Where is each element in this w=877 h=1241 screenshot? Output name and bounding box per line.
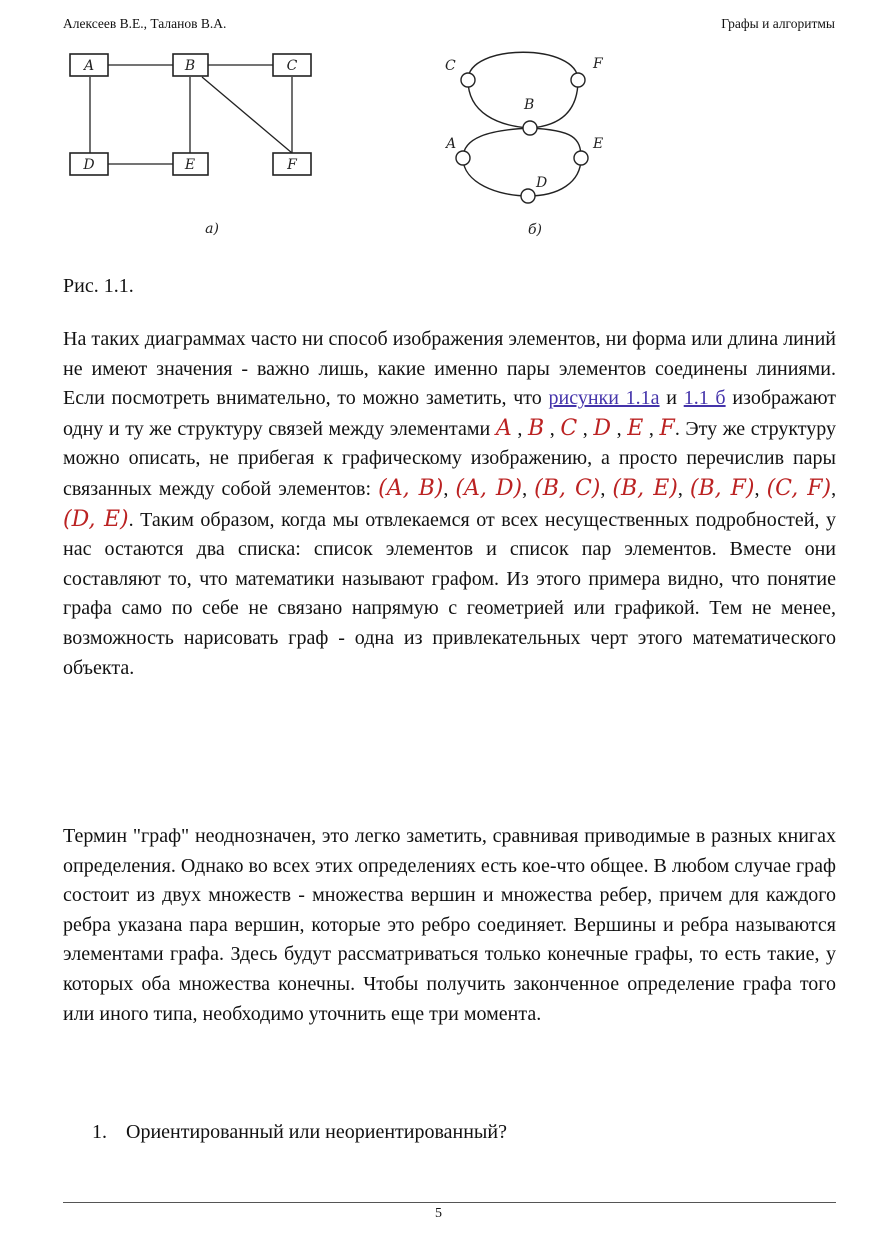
node-c bbox=[461, 73, 475, 87]
label-e: E bbox=[184, 157, 196, 173]
footer-divider bbox=[63, 1202, 836, 1203]
element-a: A bbox=[495, 415, 512, 441]
page-number: 5 bbox=[435, 1206, 442, 1221]
paragraph-2: Термин "граф" неоднозначен, это легко заметить, сравнивая приводимые в разных книгах определения. Однако во всех этих определениях есть кое-что общее. В любом случае граф состоит из двух множеств - множества вершин и множества ребер, причем для каждого ребра указана пара вершин, которые это ребро соединяет. Вершины и ребра называются элементами графа. Здесь будут рассматриваться только конечные графы, то есть такие, у которых оба множества конечны. Чтобы получить законченное определение графа того или иного типа, необходимо уточнить еще три момента. bbox=[63, 825, 836, 1025]
figure-a-label: а) bbox=[205, 221, 219, 237]
list-item-number: 1. bbox=[92, 1121, 107, 1143]
label-d: D bbox=[536, 175, 548, 191]
node-e bbox=[574, 151, 588, 165]
element-d: D bbox=[593, 415, 612, 441]
label-b: B bbox=[524, 97, 535, 113]
pair-cf: (C, F) bbox=[766, 475, 832, 501]
header-authors: Алексеев В.Е., Таланов В.А. bbox=[63, 16, 227, 31]
header-book-title: Графы и алгоритмы bbox=[721, 16, 835, 31]
pair-de: (D, E) bbox=[63, 506, 129, 532]
label-c: C bbox=[286, 58, 298, 74]
pair-bc: (B, C) bbox=[534, 475, 601, 501]
link-figure-1-1a[interactable]: рисунки 1.1а bbox=[548, 387, 660, 410]
label-a: A bbox=[446, 136, 457, 152]
pair-be: (B, E) bbox=[612, 475, 678, 501]
pair-bf: (B, F) bbox=[689, 475, 755, 501]
label-a: A bbox=[83, 58, 95, 74]
label-c: C bbox=[445, 58, 456, 74]
node-f bbox=[571, 73, 585, 87]
list-item bbox=[92, 1121, 507, 1144]
element-c: C bbox=[560, 415, 578, 441]
label-f: F bbox=[287, 157, 297, 173]
figure-a bbox=[60, 48, 330, 243]
element-b: B bbox=[527, 415, 545, 441]
paragraph-1: На таких диаграммах часто ни способ изображения элементов, ни форма или длина линий не имеют значения - важно лишь, какие именно пары элементов соединены линиями. Если посмотреть внимательно, то можно заметить, что рисунки 1.1а и 1.1 б изображают одну и ту же структуру связей между элементами A , B , C , D , E , F. Эту же структуру можно описать, не прибегая к графическому изображению, а просто перечислив пары связанных между собой элементов: (A, B), (A, D), (B, C), (B, E), (B, F), (C, F), (D, E). Таким образом, когда мы отвлекаемся от всех несущественных подробностей, у нас остаются два списка: список элементов и список пар элементов. Вместе они составляют то, что математики называют графом. Из этого примера видно, что понятие графа само по себе не связано напрямую с геометрией или графикой. Тем не менее, возможность нарисовать граф - одна из привлекательных черт этого математического объекта. bbox=[63, 328, 837, 679]
list-item-text: Ориентированный или неориентированный? bbox=[126, 1121, 507, 1143]
label-d: D bbox=[83, 157, 95, 173]
link-figure-1-1b[interactable]: 1.1 б bbox=[683, 387, 726, 410]
figure-caption: Рис. 1.1. bbox=[63, 275, 134, 297]
element-f: F bbox=[659, 415, 675, 441]
figure-b-label: б) bbox=[528, 222, 543, 238]
element-e: E bbox=[627, 415, 644, 441]
label-e: E bbox=[593, 136, 604, 152]
label-f: F bbox=[593, 56, 603, 72]
pair-ab: (A, B) bbox=[378, 475, 444, 501]
node-d bbox=[521, 189, 535, 203]
figure-b bbox=[438, 38, 618, 243]
pair-ad: (A, D) bbox=[455, 475, 523, 501]
node-a bbox=[456, 151, 470, 165]
node-b bbox=[523, 121, 537, 135]
label-b: B bbox=[184, 58, 196, 74]
